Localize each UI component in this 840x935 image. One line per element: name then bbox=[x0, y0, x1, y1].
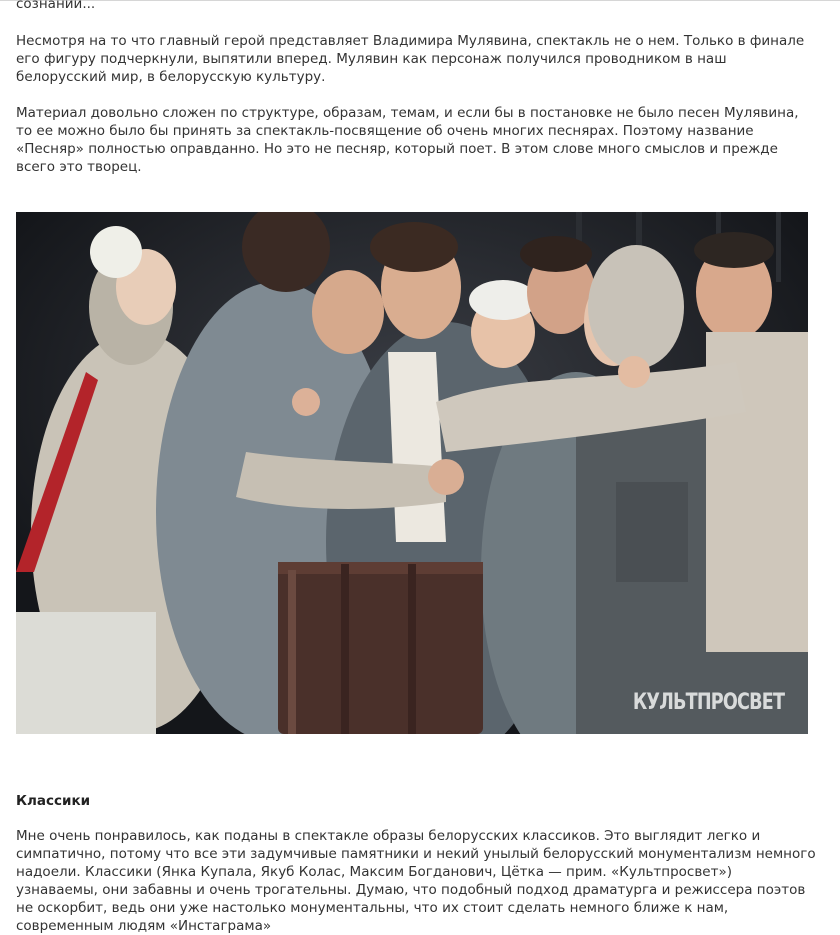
photo-illustration bbox=[16, 212, 808, 734]
partial-paragraph: сознании... bbox=[16, 0, 96, 12]
theater-scene-photo bbox=[16, 212, 808, 734]
photo-watermark: КУЛЬТПРОСВЕТ bbox=[632, 690, 784, 715]
article-paragraph: Мне очень понравилось, как поданы в спектакле образы белорусских классиков. Это выглядит легко и симпатично, потому что все эти задумчивые памятники и некий унылый белорусский монументализм немного надоели. Классики (Янка Купала, Якуб Колас, Максим Богданович, Цётка — прим. «Культпросвет») узнаваемы, они забавны и очень трогательны. Думаю, что подобный подход драматурга и режиссера поэтов не оскорбит, ведь они уже настолько монументальны, что их стоит сделать немного ближе к нам, современным людям «Инстаграма» bbox=[16, 828, 816, 934]
section-heading: Классики bbox=[16, 793, 91, 809]
article-paragraph: Несмотря на то что главный герой представляет Владимира Мулявина, спектакль не о нем. Только в финале его фигуру подчеркнули, выпятили вперед. Мулявин как персонаж получился проводником в наш белорусский мир, в белорусскую культуру. bbox=[16, 33, 805, 85]
article-paragraph: Материал довольно сложен по структуре, образам, темам, и если бы в постановке не было песен Мулявина, то ее можно было бы принять за спектакль-посвящение об очень многих песнярах. Поэтому название «Песняр» полностью оправданно. Но это не песняр, который поет. В этом слове много смыслов и прежде всего это творец. bbox=[16, 105, 799, 175]
